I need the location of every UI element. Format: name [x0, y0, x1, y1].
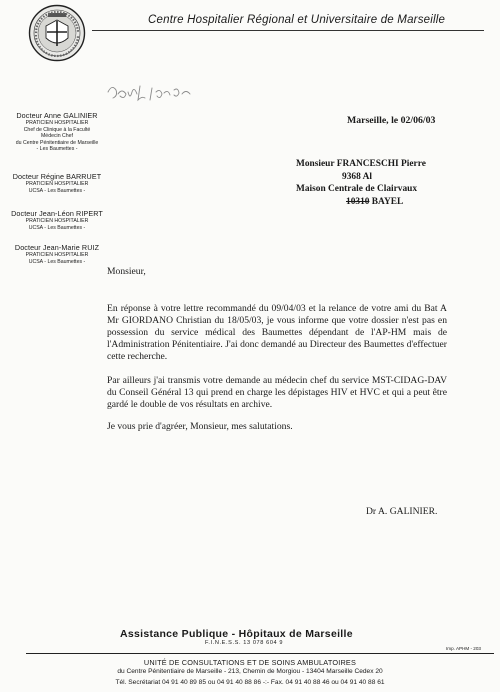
doctor-block-ripert [9, 209, 105, 231]
footer-unit: UNITÉ DE CONSULTATIONS ET DE SOINS AMBULATOIRES [143, 658, 357, 667]
doctor-title-line: UCSA - Les Baumettes - [28, 187, 86, 194]
doctor-title-line: PRATICIEN HOSPITALIER [25, 120, 89, 126]
recipient-city-line [346, 196, 426, 209]
doctor-block-galinier [9, 111, 105, 153]
recipient-postal-code: 10310 [346, 196, 370, 207]
doctor-title-line: PRATICIEN HOSPITALIER [25, 181, 89, 187]
doctor-title-line: UCSA - Les Baumettes - [28, 258, 86, 265]
doctor-block-ruiz [9, 243, 105, 265]
footer-imprint: Imp. APHM - 203 [446, 646, 481, 651]
letter-salutation: Monsieur, [107, 266, 146, 277]
hospital-header-title: Centre Hospitalier Régional et Universitaire de Marseille [148, 14, 446, 26]
doctor-block-barruet [9, 172, 105, 194]
footer-rule [26, 653, 494, 654]
doctor-title-line: Médecin Chef [40, 133, 73, 140]
handwritten-note-scribble [104, 78, 204, 108]
header-rule [92, 30, 484, 31]
hospital-seal-logo [28, 4, 86, 62]
footer-organization: Assistance Publique - Hôpitaux de Marseille [120, 628, 353, 640]
recipient-institution: Maison Centrale de Clairvaux [296, 184, 418, 195]
doctor-name: Docteur Jean-Marie RUIZ [14, 243, 100, 252]
doctor-name: Docteur Jean-Léon RIPERT [11, 209, 103, 218]
letter-paragraph: Par ailleurs j'ai transmis votre demande au médecin chef du service MST-CIDAG-DAV du Conseil Général 13 qui prend en charge les dépistages HIV et HVC et qui a peut être gardé le double de vos résultats en archive. [107, 375, 447, 411]
letter-closing: Je vous prie d'agréer, Monsieur, mes salutations. [107, 421, 293, 432]
recipient-number: 9368 Al [342, 171, 372, 182]
letter-signature: Dr A. GALINIER. [366, 506, 438, 517]
doctor-title-line: du Centre Pénitentiaire de Marseille [15, 139, 99, 146]
recipient-name: Monsieur FRANCESCHI Pierre [296, 159, 426, 169]
doctor-title-line: - Les Baumettes - [36, 146, 78, 153]
letter-date: Marseille, le 02/06/03 [347, 115, 436, 126]
doctor-name: Docteur Anne GALINIER [16, 111, 98, 120]
doctor-title-line: Chef de Clinique à la Faculté [23, 126, 91, 133]
doctor-name: Docteur Régine BARRUET [12, 172, 102, 181]
letter-paragraph: En réponse à votre lettre recommandé du 09/04/03 et la relance de votre ami du Bat A Mr GIORDANO Christian du 18/05/03, je vous informe que votre dossier n'est pas en possession du service médical des Baumettes dépendant de l'AP-HM mais de l'Administration Pénitentiaire. J'ai donc demandé au Directeur des Baumettes d'effectuer cette recherche. [107, 303, 447, 363]
recipient-address [296, 158, 426, 208]
footer-finess: F.I.N.E.S.S. 13 078 604 9 [205, 640, 284, 646]
doctor-title-line: PRATICIEN HOSPITALIER [25, 252, 89, 258]
recipient-city: BAYEL [371, 196, 404, 207]
doctor-title-line: UCSA - Les Baumettes - [28, 224, 86, 231]
footer-phone: Tél. Secrétariat 04 91 40 89 85 ou 04 91 40 88 86 -:- Fax. 04 91 40 88 46 ou 04 91 40 88 61 [115, 679, 385, 686]
doctor-title-line: PRATICIEN HOSPITALIER [25, 218, 89, 224]
footer-address: du Centre Pénitentiaire de Marseille - 213, Chemin de Morgiou - 13404 Marseille Cedex 20 [117, 668, 383, 675]
